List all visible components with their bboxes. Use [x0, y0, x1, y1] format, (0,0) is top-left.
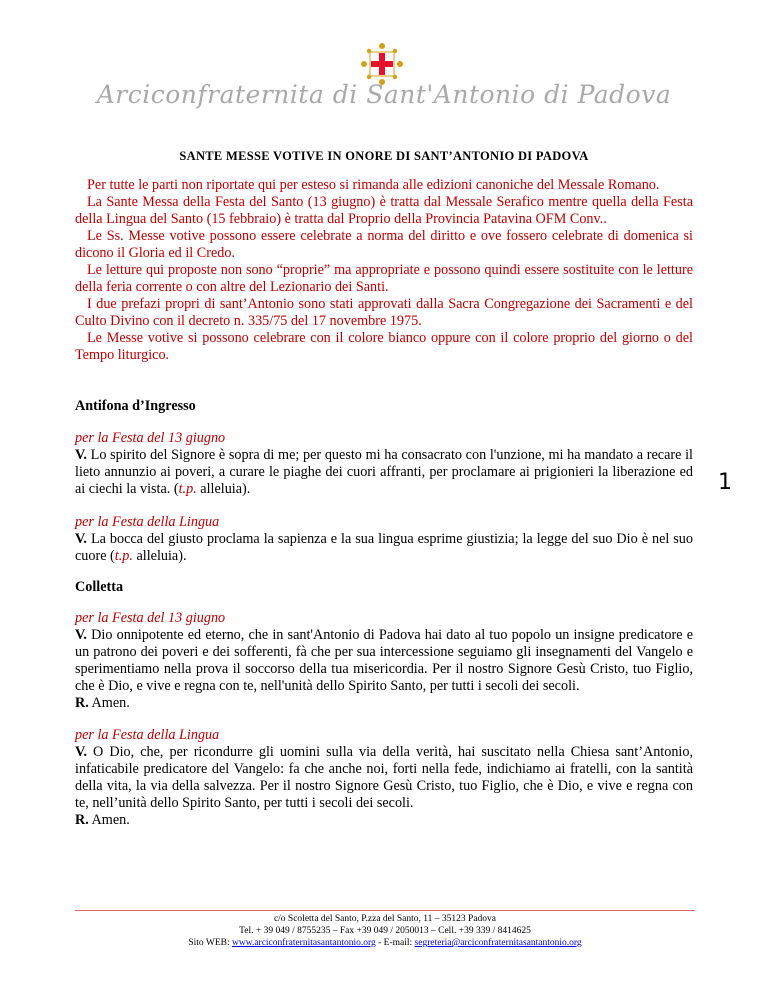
tempo-pasquale-mark: t.p. [114, 548, 133, 564]
colletta-text [75, 627, 693, 695]
brand-name: Arciconfraternita di Sant'Antonio di Padova [96, 80, 672, 109]
antifona-body: Lo spirito del Signore è sopra di me; per questo mi ha consacrato con l'unzione, mi ha mandato a recare il lieto annunzio ai poveri, a curare le piaghe dei cuori affranti, per proclamare ai prigionieri la liberazione ed ai ciechi la vista. ( [75, 447, 693, 497]
intro-paragraph: Per tutte le parti non riportate qui per esteso si rimanda alle edizioni canoniche del Messale Romano. [87, 177, 660, 193]
intro-paragraph: La Sante Messa della Festa del Santo (13 giugno) è tratta dal Messale Serafico mentre quella della Festa della Lingua del Santo (15 febbraio) è tratta dal Proprio della Provincia Patavina OFM Conv.. [75, 194, 693, 227]
response-mark: R. [75, 695, 89, 711]
colletta-festa-lingua [75, 727, 693, 829]
rubric-label: per la Festa della Lingua [75, 514, 220, 530]
antifona-body: La bocca del giusto proclama la sapienza e la sua lingua esprime giustizia; la legge del suo Dio è nel suo cuore ( [75, 531, 693, 564]
footer-separator: - E-mail: [375, 938, 415, 948]
intro-paragraph: I due prefazi propri di sant’Antonio sono stati approvati dalla Sacra Congregazione dei Sacramenti e del Culto Divino con il decreto n. 335/75 del 17 novembre 1975. [75, 296, 693, 329]
antifona-text [75, 447, 693, 498]
email-link[interactable]: segreteria@arciconfraternitasantantonio.org [414, 938, 582, 948]
intro-paragraph: Le Messe votive si possono celebrare con il colore bianco oppure con il colore proprio del giorno o del Tempo liturgico. [75, 330, 693, 363]
colletta-festa-13-giugno [75, 610, 693, 712]
footer-web-label: Sito WEB: [188, 938, 232, 948]
rubric-label: per la Festa della Lingua [75, 727, 220, 743]
page-title: SANTE MESSE VOTIVE IN ONORE DI SANT’ANTONIO DI PADOVA [179, 149, 589, 163]
response-line [75, 812, 693, 829]
footer [75, 913, 695, 949]
response-line [75, 695, 693, 712]
footer-address: c/o Scoletta del Santo, P.zza del Santo, 11 – 35123 Padova [273, 914, 497, 924]
antifona-festa-13-giugno [75, 430, 693, 498]
intro-paragraph: Le Ss. Messe votive possono essere celebrate a norma del diritto e ove fossero celebrate di domenica si dicono il Gloria ed il Credo. [75, 228, 693, 261]
section-heading-colletta: Colletta [75, 579, 124, 595]
intro-rubrics [75, 177, 693, 364]
response-text: Amen. [88, 812, 130, 828]
antifona-end: alleluia). [132, 548, 187, 564]
antifona-end: alleluia). [196, 481, 251, 497]
colletta-body: O Dio, che, per ricondurre gli uomini sulla via della verità, hai suscitato nella Chiesa sant’Antonio, infaticabile predicatore del Vangelo: fa che anche noi, forti nella fede, indichiamo ai fratelli, con la santità della vita, la via della salvezza. Per il nostro Signore Gesù Cristo, tuo Figlio, che è Dio, e vive e regna con te, nell’unità dello Spirito Santo, per tutti i secoli dei secoli. [75, 744, 693, 811]
website-link[interactable]: www.arciconfraternitasantantonio.org [231, 938, 376, 948]
versicle-mark: V. [75, 744, 87, 760]
footer-divider [75, 910, 695, 911]
versicle-mark: V. [75, 447, 87, 463]
colletta-text [75, 744, 693, 812]
antifona-festa-lingua [75, 514, 693, 565]
colletta-body: Dio onnipotente ed eterno, che in sant'Antonio di Padova hai dato al tuo popolo un insigne predicatore e un patrono dei poveri e dei sofferenti, fà che per sua intercessione seguiamo gli insegnamenti del Vangelo e sperimentiamo nella prova il soccorso della tua misericordia. Per il nostro Signore Gesù Cristo, tuo Figlio, che è Dio, e vive e regna con te, nell'unità dello Spirito Santo, per tutti i secoli dei secoli. [75, 627, 693, 694]
response-mark: R. [75, 812, 89, 828]
response-text: Amen. [88, 695, 130, 711]
page-number: 1 [718, 470, 732, 495]
intro-paragraph: Le letture qui proposte non sono “proprie” ma appropriate e possono quindi essere sostituite con le letture della feria corrente o con altre del Lezionario dei Santi. [75, 262, 693, 295]
rubric-label: per la Festa del 13 giugno [75, 610, 226, 626]
versicle-mark: V. [75, 627, 87, 643]
section-heading-antifona: Antifona d’Ingresso [75, 398, 196, 414]
tempo-pasquale-mark: t.p. [178, 481, 197, 497]
antifona-text [75, 531, 693, 565]
rubric-label: per la Festa del 13 giugno [75, 430, 226, 446]
footer-contacts [75, 937, 695, 949]
footer-phones: Tel. + 39 049 / 8755235 – Fax +39 049 / 2050013 – Cell. +39 339 / 8414625 [239, 926, 531, 936]
versicle-mark: V. [75, 531, 87, 547]
